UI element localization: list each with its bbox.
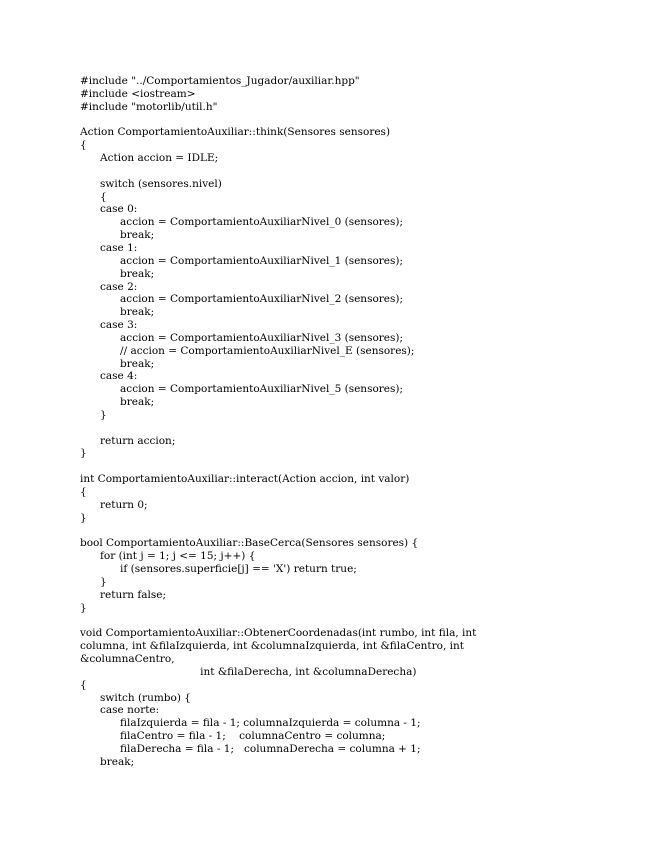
code-line: break; — [80, 755, 135, 768]
code-line: } — [80, 575, 107, 588]
code-line: } — [80, 408, 107, 421]
code-line: int ComportamientoAuxiliar::interact(Action accion, int valor) — [80, 473, 410, 486]
code-line: } — [80, 447, 87, 460]
code-line: accion = ComportamientoAuxiliarNivel_0 (sensores); — [80, 216, 404, 229]
code-line: case 0: — [80, 203, 138, 216]
code-line: // accion = ComportamientoAuxiliarNivel_E (sensores); — [80, 344, 415, 357]
code-line — [80, 460, 640, 473]
code-line: switch (rumbo) { — [80, 691, 191, 704]
code-line: Action accion = IDLE; — [80, 152, 219, 165]
code-listing — [80, 75, 640, 769]
code-line: bool ComportamientoAuxiliar::BaseCerca(Sensores sensores) { — [80, 537, 419, 550]
code-line — [80, 614, 640, 627]
code-line — [80, 165, 640, 178]
code-line: switch (sensores.nivel) — [80, 177, 222, 190]
code-line: void ComportamientoAuxiliar::ObtenerCoordenadas(int rumbo, int fila, int — [80, 627, 477, 640]
code-line: case 2: — [80, 280, 138, 293]
code-line: case 3: — [80, 319, 138, 332]
code-line: { — [80, 139, 87, 152]
code-line: &columnaCentro, — [80, 652, 175, 665]
code-line: break; — [80, 357, 155, 370]
code-line: { — [80, 190, 107, 203]
code-line: #include "../Comportamientos_Jugador/auxiliar.hpp" — [80, 75, 360, 87]
code-line: case norte: — [80, 704, 160, 717]
code-line: break; — [80, 267, 155, 280]
code-line: break; — [80, 306, 155, 319]
code-line: } — [80, 601, 87, 614]
code-line: filaIzquierda = fila - 1; columnaIzquierda = columna - 1; — [80, 717, 421, 730]
code-line: #include "motorlib/util.h" — [80, 100, 218, 113]
code-line: accion = ComportamientoAuxiliarNivel_2 (sensores); — [80, 293, 404, 306]
code-line: #include <iostream> — [80, 87, 196, 100]
code-line: break; — [80, 396, 155, 409]
code-line — [80, 114, 640, 127]
code-line: return 0; — [80, 498, 148, 511]
code-line: Action ComportamientoAuxiliar::think(Sensores sensores) — [80, 126, 391, 139]
code-line: accion = ComportamientoAuxiliarNivel_3 (sensores); — [80, 331, 404, 344]
code-line: filaDerecha = fila - 1; columnaDerecha = columna + 1; — [80, 742, 421, 755]
code-line — [80, 525, 640, 538]
code-line: if (sensores.superficie[j] == 'X') return true; — [80, 563, 357, 576]
code-line: return accion; — [80, 434, 176, 447]
code-line: break; — [80, 229, 155, 242]
code-line: int &filaDerecha, int &columnaDerecha) — [80, 665, 417, 678]
code-line: { — [80, 678, 87, 691]
code-line: filaCentro = fila - 1; columnaCentro = columna; — [80, 730, 386, 743]
code-line: for (int j = 1; j <= 15; j++) { — [80, 550, 256, 563]
code-line: case 1: — [80, 241, 138, 254]
code-line: columna, int &filaIzquierda, int &columnaIzquierda, int &filaCentro, int — [80, 640, 465, 653]
code-line — [80, 422, 640, 435]
code-line: } — [80, 511, 87, 524]
code-line: return false; — [80, 588, 167, 601]
code-line: case 4: — [80, 370, 138, 383]
code-line: accion = ComportamientoAuxiliarNivel_5 (sensores); — [80, 383, 404, 396]
code-line: { — [80, 486, 87, 498]
code-line: accion = ComportamientoAuxiliarNivel_1 (sensores); — [80, 254, 404, 267]
